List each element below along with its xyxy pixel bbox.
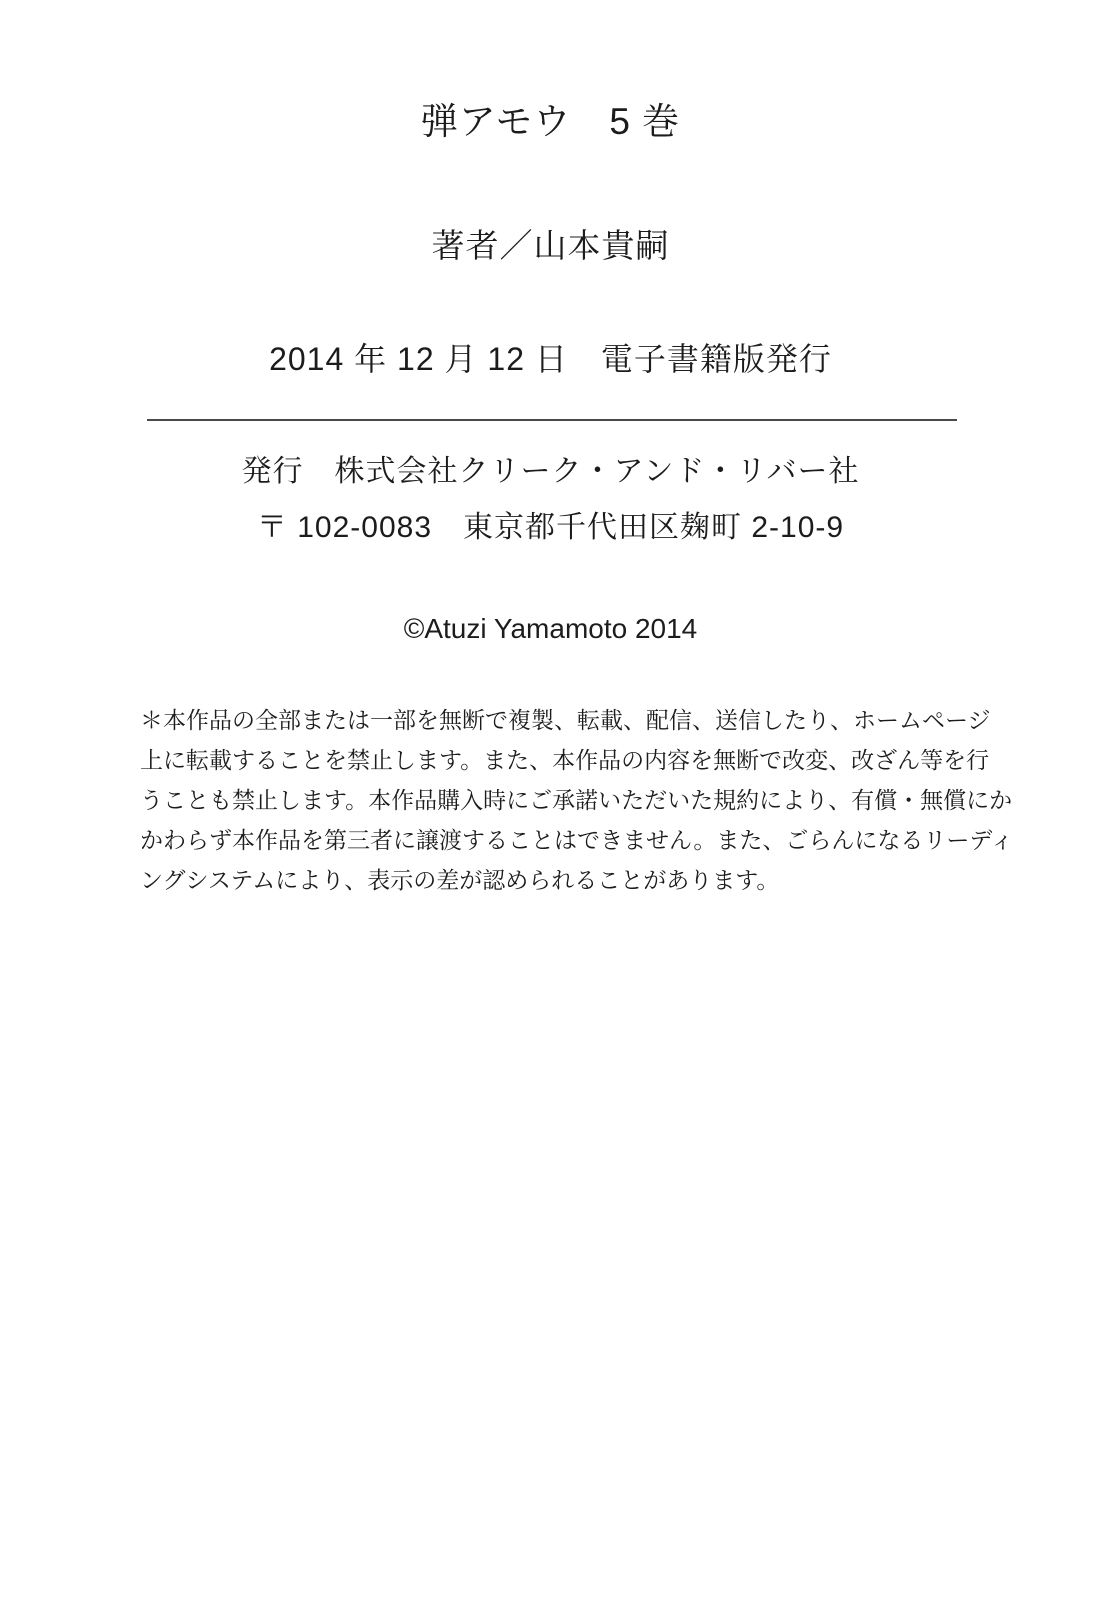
copyright-line: ©Atuzi Yamamoto 2014 (403, 613, 698, 644)
disclaimer-line: かわらず本作品を第三者に譲渡することはできません。また、ごらんになるリーディ (140, 827, 1014, 853)
book-title: 弾アモウ 5 巻 (420, 101, 681, 142)
disclaimer-block (140, 700, 1014, 900)
disclaimer-line: ＊本作品の全部または一部を無断で複製、転載、配信、送信したり、ホームページ (140, 707, 991, 733)
divider-line (147, 419, 957, 421)
disclaimer-line: ングシステムにより、表示の差が認められることがあります。 (140, 867, 780, 893)
publication-date-line: 2014 年 12 月 12 日 電子書籍版発行 (269, 341, 832, 377)
disclaimer-line: 上に転載することを禁止します。また、本作品の内容を無断で改変、改ざん等を行 (140, 747, 990, 773)
publisher-line: 発行 株式会社クリーク・アンド・リバー社 (241, 455, 860, 488)
publisher-address: 〒 102-0083 東京都千代田区麹町 2-10-9 (256, 511, 845, 544)
author-line: 著者／山本貴嗣 (431, 227, 670, 264)
disclaimer-line: うことも禁止します。本作品購入時にご承諾いただいた規約により、有償・無償にか (140, 787, 1013, 813)
